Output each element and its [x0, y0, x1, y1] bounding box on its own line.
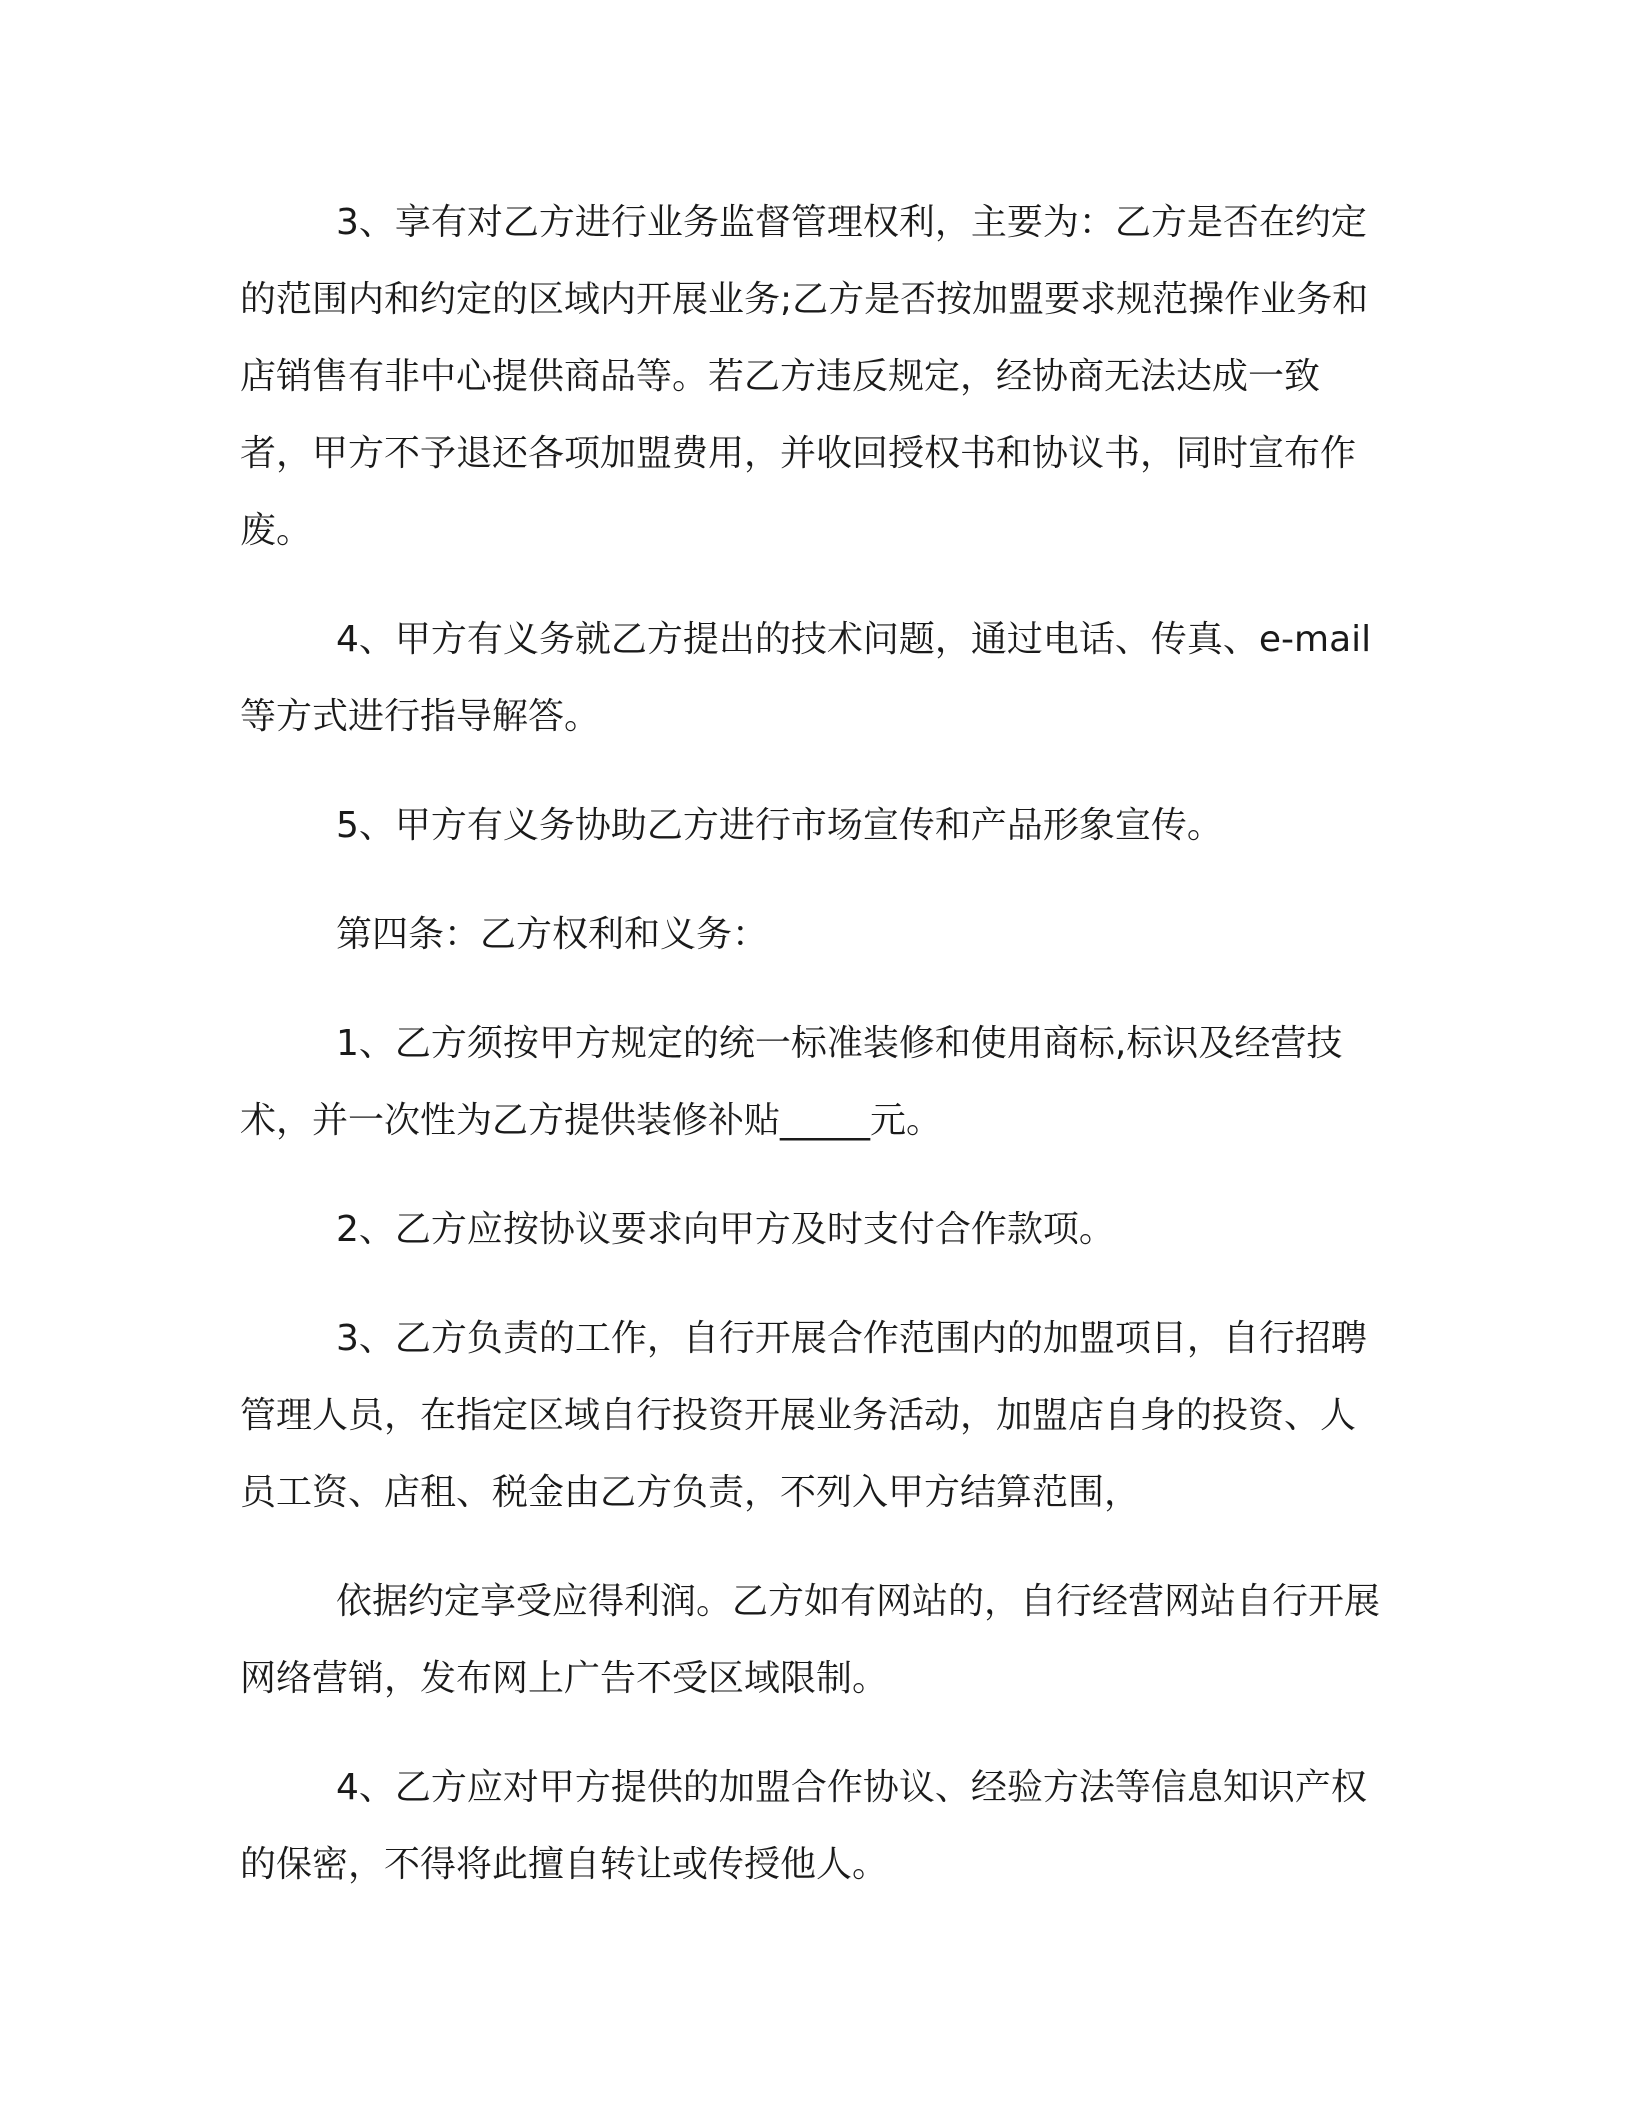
- paragraph-party-a-technical-guidance: 4、甲方有义务就乙方提出的技术问题，通过电话、传真、e-mail 等方式进行指导解答。: [240, 619, 1383, 737]
- paragraph-party-b-confidentiality: 4、乙方应对甲方提供的加盟合作协议、经验方法等信息知识产权的保密，不得将此擅自转让或传授他人。: [240, 1767, 1367, 1885]
- section-heading-article-four: 第四条：乙方权利和义务：: [336, 914, 769, 955]
- paragraph-party-b-responsibilities: 3、乙方负责的工作，自行开展合作范围内的加盟项目，自行招聘管理人员，在指定区域自行投资开展业务活动，加盟店自身的投资、人员工资、店租、税金由乙方负责，不列入甲方结算范围，: [240, 1318, 1367, 1513]
- paragraph-party-b-decoration-standard: 1、乙方须按甲方规定的统一标准装修和使用商标,标识及经营技术，并一次性为乙方提供装修补贴_____元。: [240, 1023, 1343, 1141]
- paragraph-party-a-marketing-support: 5、甲方有义务协助乙方进行市场宣传和产品形象宣传。: [336, 805, 1223, 846]
- paragraph-party-b-payment: 2、乙方应按协议要求向甲方及时支付合作款项。: [336, 1209, 1115, 1250]
- document-body: [240, 184, 1383, 1935]
- paragraph-party-b-profit-online: 依据约定享受应得利润。乙方如有网站的，自行经营网站自行开展网络营销，发布网上广告不受区域限制。: [240, 1581, 1381, 1699]
- paragraph-party-a-supervision-right: 3、享有对乙方进行业务监督管理权利，主要为：乙方是否在约定的范围内和约定的区域内开展业务;乙方是否按加盟要求规范操作业务和店销售有非中心提供商品等。若乙方违反规定，经协商无法达成一致者，甲方不予退还各项加盟费用，并收回授权书和协议书，同时宣布作废。: [240, 202, 1369, 551]
